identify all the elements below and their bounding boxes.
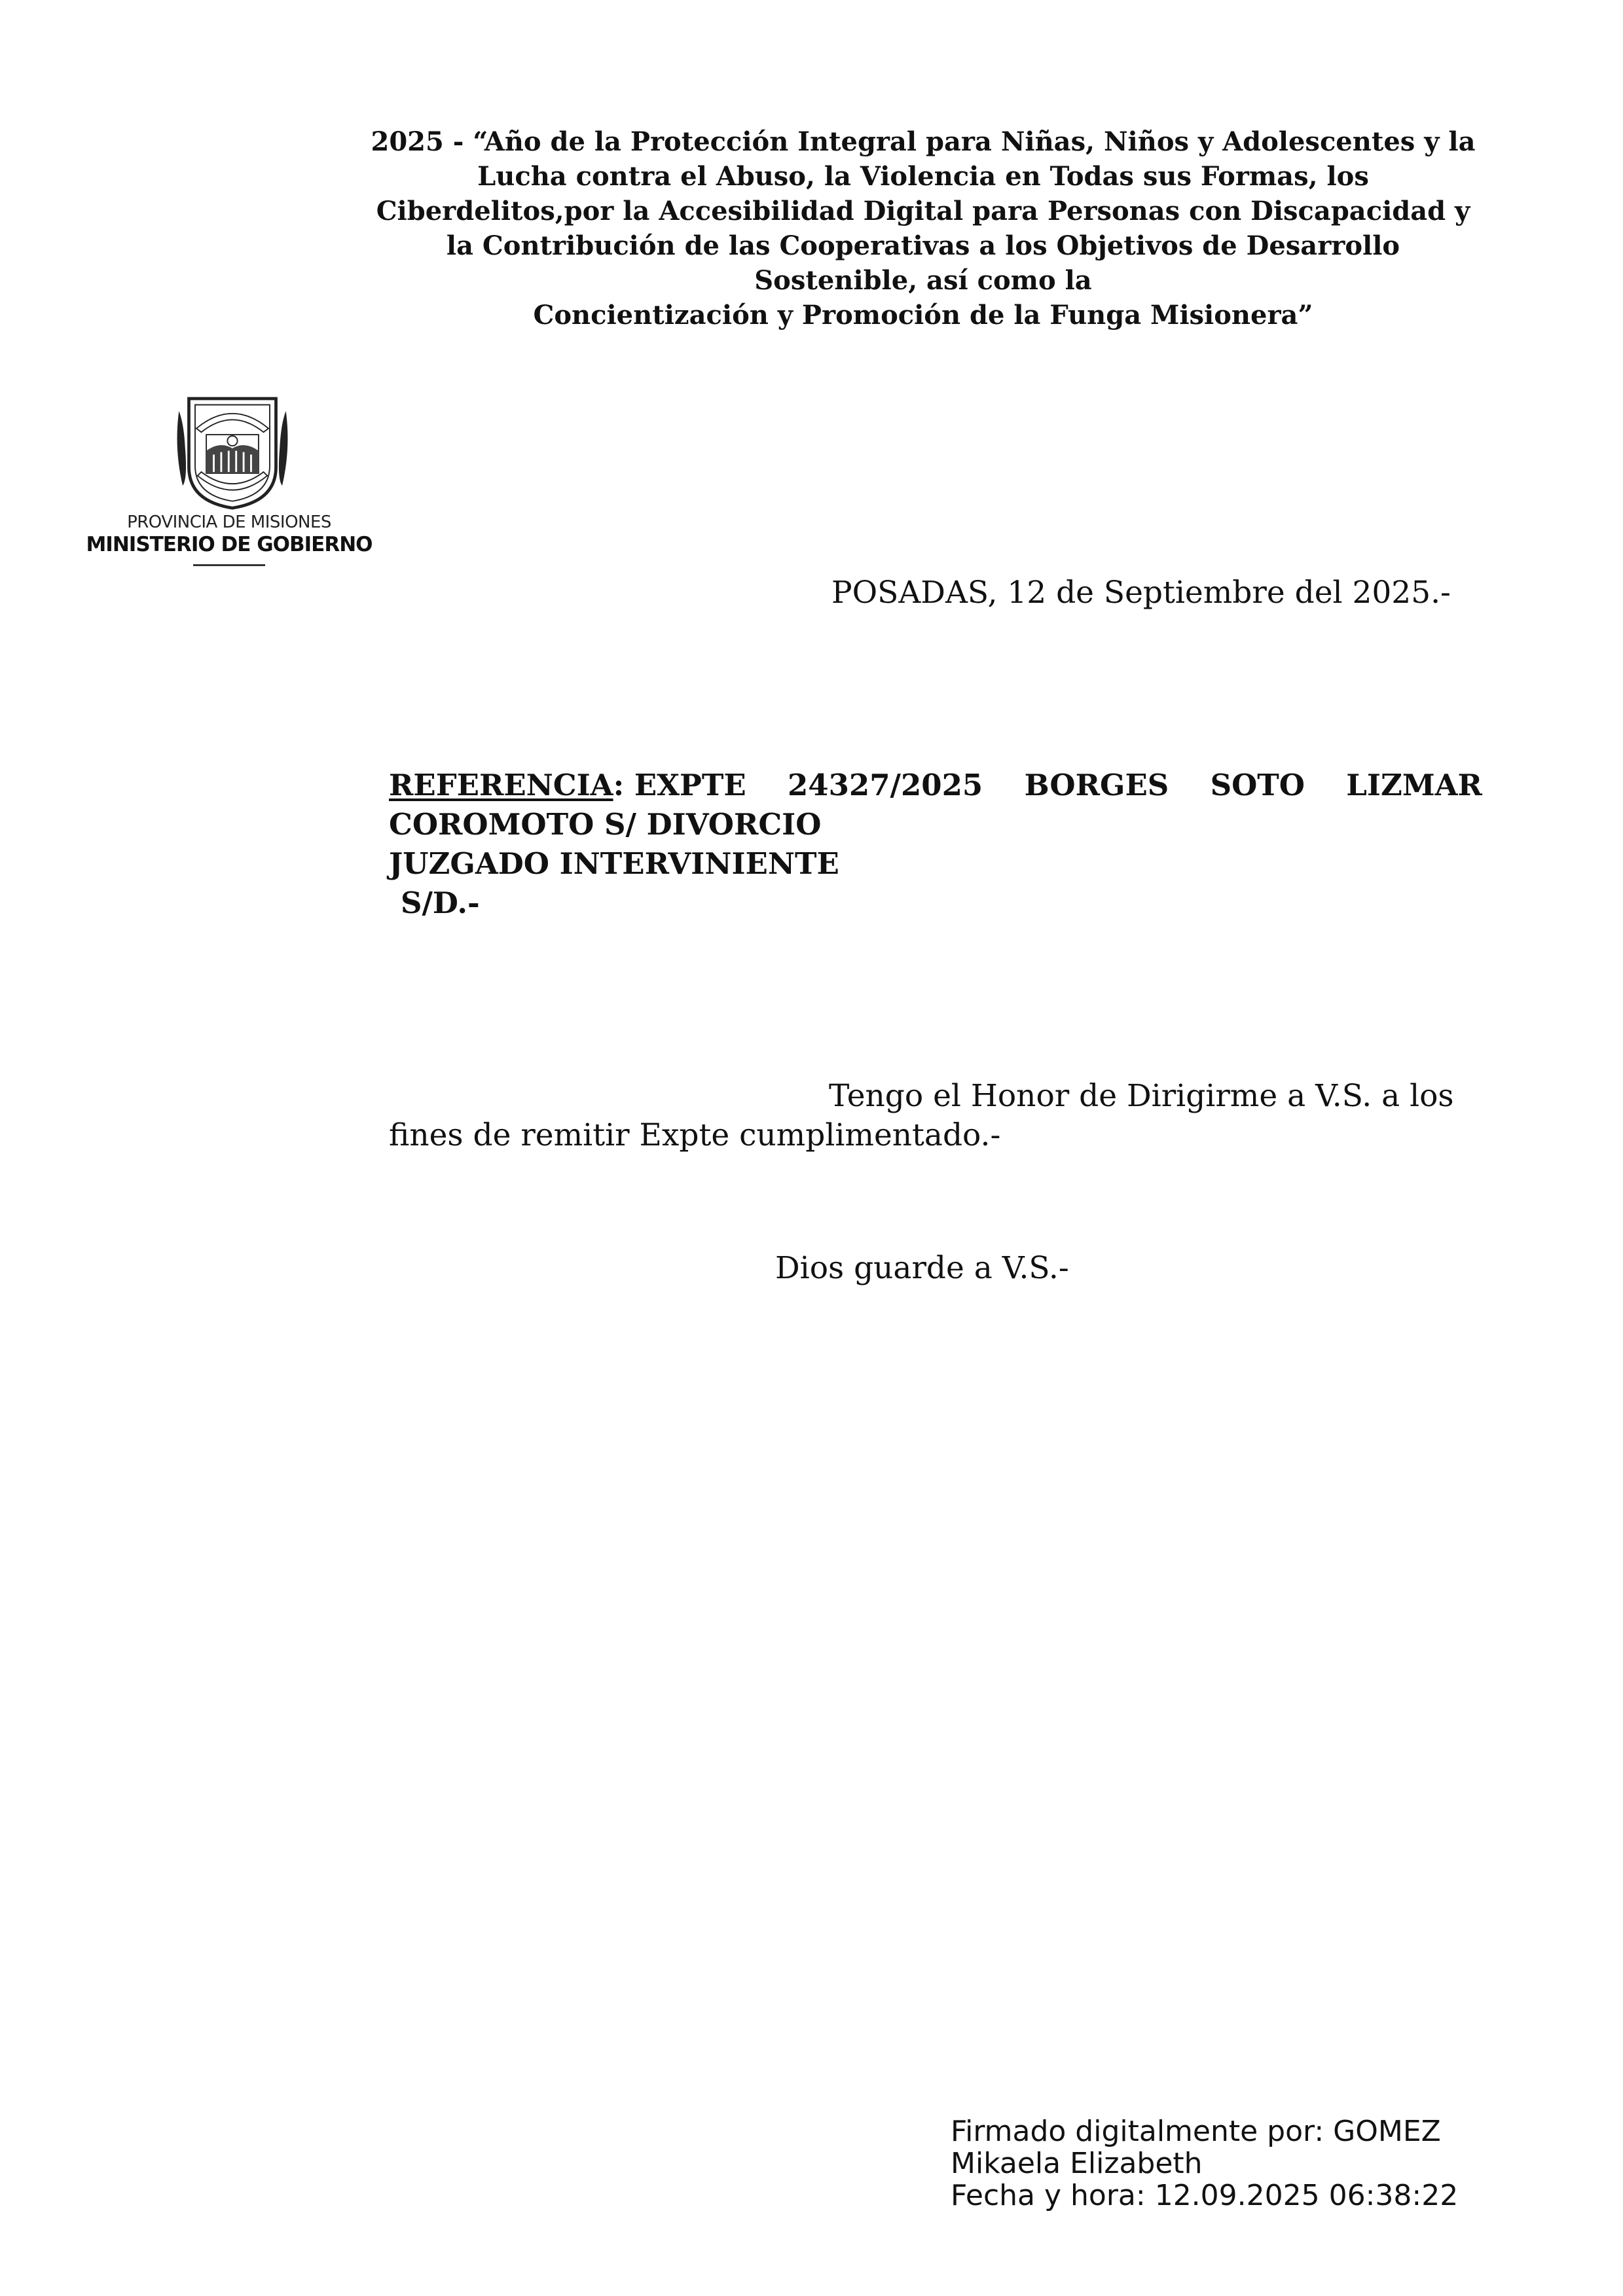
party-name-word: SOTO — [1210, 768, 1305, 802]
logo-ministry-label: MINISTERIO DE GOBIERNO — [86, 533, 373, 556]
digital-signature — [951, 2115, 1458, 2212]
motto-line: Concientización y Promoción de la Funga Misionera” — [533, 300, 1313, 331]
ministry-logo — [72, 386, 386, 576]
motto-line: Sostenible, así como la — [754, 265, 1092, 296]
logo-province-label: PROVINCIA DE MISIONES — [127, 512, 331, 532]
body-paragraph — [389, 1077, 1482, 1155]
motto-line: Lucha contra el Abuso, la Violencia en Todas sus Formas, los — [477, 161, 1369, 192]
reference-first-line — [389, 766, 1482, 805]
party-name-word: BORGES — [1024, 768, 1169, 802]
signature-line: Firmado digitalmente por: GOMEZ — [951, 2115, 1441, 2148]
logo-divider — [193, 564, 265, 566]
province-seal-icon — [170, 386, 295, 511]
expte-number: 24327/2025 — [788, 768, 983, 802]
motto-line: la Contribución de las Cooperativas a los Objetivos de Desarrollo — [446, 230, 1400, 261]
reference-label-group — [389, 766, 746, 805]
expte-label: : EXPTE — [613, 768, 746, 802]
reference-case-line: COROMOTO S/ DIVORCIO — [389, 807, 822, 842]
reference-label: REFERENCIA — [389, 768, 613, 802]
closing-line: Dios guarde a V.S.- — [775, 1250, 1069, 1286]
header-motto — [367, 124, 1480, 332]
body-line: fines de remitir Expte cumplimentado.- — [389, 1117, 1001, 1153]
motto-line: 2025 - “Año de la Protección Integral para Niñas, Niños y Adolescentes y la — [371, 126, 1476, 157]
body-line: Tengo el Honor de Dirigirme a V.S. a los — [829, 1078, 1454, 1114]
signature-line: Mikaela Elizabeth — [951, 2147, 1203, 2180]
reference-court-line: JUZGADO INTERVINIENTE — [389, 846, 839, 881]
reference-block — [389, 766, 1482, 923]
date-line: POSADAS, 12 de Septiembre del 2025.- — [831, 575, 1451, 611]
motto-line: Ciberdelitos,por la Accesibilidad Digital para Personas con Discapacidad y — [376, 196, 1470, 226]
signature-timestamp: Fecha y hora: 12.09.2025 06:38:22 — [951, 2179, 1459, 2212]
reference-sd-line: S/D.- — [401, 886, 480, 920]
party-name-word: LIZMAR — [1346, 768, 1482, 802]
